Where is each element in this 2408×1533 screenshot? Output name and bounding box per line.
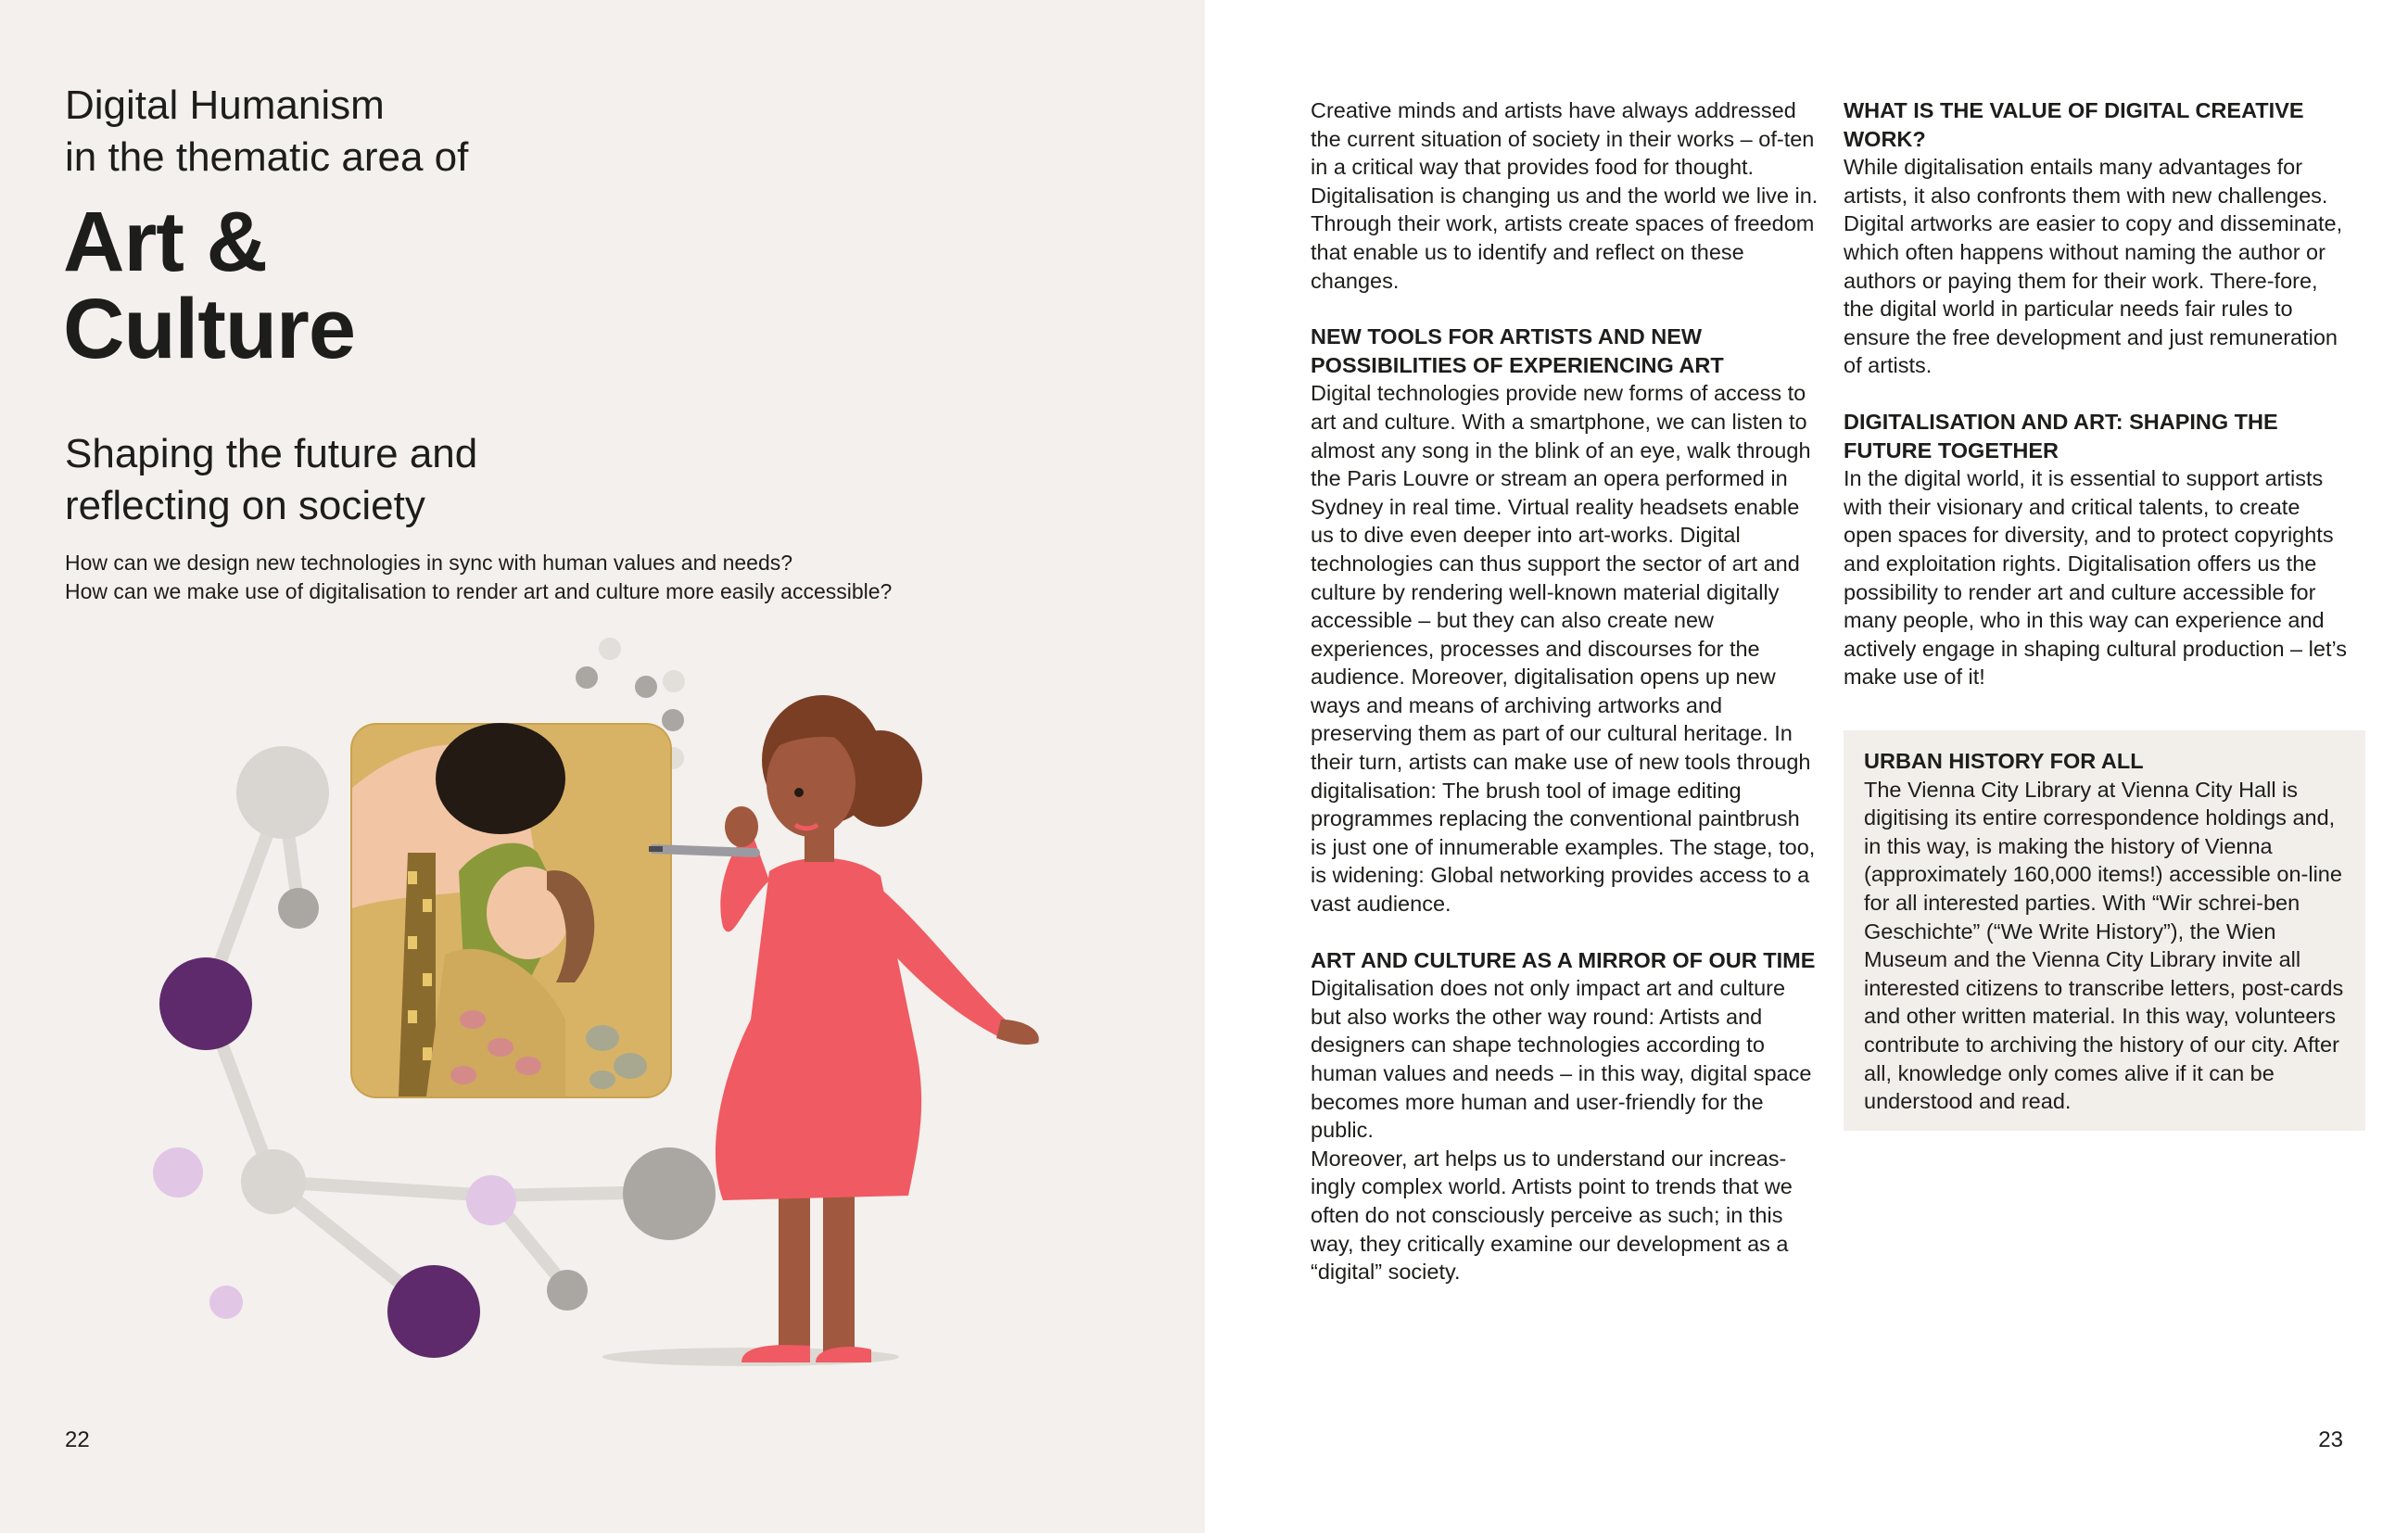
thought-dot [635,676,657,698]
network-node [236,746,329,839]
section-heading: NEW TOOLS FOR ARTISTS AND NEW POSSIBILITIES OF EXPERIENCING ART [1311,324,1724,377]
thought-dot [576,666,598,689]
title-line-1: Art & [63,195,267,289]
network-node [547,1270,588,1311]
question-1: How can we design new technologies in sync with human values and needs? [65,551,793,575]
intro-paragraph: Creative minds and artists have always addressed the current situation of society in their works – of-ten in a critical way that provides food for thought. Digitalisation is changing us and the world we live in. Through their work, artists create spaces of freedom that enable us to identify and reflect on these changes. [1311,98,1819,293]
section-paragraph: Digital technologies provide new forms of access to art and culture. With a smartphone, we can listen to almost any song in the blink of an eye, walk through the Paris Louvre or stream an opera performed in Sydney in real time. Virtual reality headsets enable us to dive even deeper into art-works. Digital technologies can thus support the sector of art and culture by rendering well-known material digitally accessible – but they can also create new experiences, processes and discourses for the audience. Moreover, digitalisation opens up new ways and means of archiving artworks and preserving them as part of our cultural heritage. In their turn, artists can make use of new tools through digitalisation: The brush tool of image editing programmes replacing the conventional paintbrush is just one of innumerable examples. The stage, too, is widening: Global networking provides access to a vast audience. [1311,381,1816,917]
thought-dot [663,670,685,692]
network-node [209,1286,243,1319]
page-title [63,195,355,376]
info-box [1844,730,2365,1131]
section-heading: DIGITALISATION AND ART: SHAPING THE FUTURE TOGETHER [1844,409,2278,462]
kicker [65,80,468,184]
intro-questions [65,549,1038,606]
section-paragraph: While digitalisation entails many advantages for artists, it also confronts them with new challenges. Digital artworks are easier to copy and disseminate, which often happens without naming the author or authors or paying them for their work. There-fore, the digital world in particular needs fair rules to ensure the free development and just remuneration of artists. [1844,155,2343,378]
network-node [153,1147,203,1197]
network-node [466,1175,516,1225]
subtitle-line-2: reflecting on society [65,483,425,528]
section-heading: ART AND CULTURE AS A MIRROR OF OUR TIME [1311,947,1816,972]
section-paragraph: In the digital world, it is essential to support artists with their visionary and critical talents, to create open spaces for diversity, and to protect copyrights and exploitation rights. Digitalisation offers us the possibility to render art and culture accessible for many people, who in this way can experience and actively engage in shaping cultural production – let’s make use of it! [1844,466,2348,690]
woman-figure [649,695,1039,1362]
subtitle-line-1: Shaping the future and [65,431,478,476]
network-node [159,957,252,1050]
info-box-heading: URBAN HISTORY FOR ALL [1864,749,2144,773]
network-node [241,1149,306,1214]
network-node [278,888,319,929]
woman-painting-klimt-kiss-icon [130,630,1057,1372]
section-paragraph: Digitalisation does not only impact art and culture but also works the other way round: Artists and designers can shape technologies according to human values and needs – in this way, digital space becomes more human and user-friendly for the public. [1311,976,1812,1143]
question-2: How can we make use of digitalisation to render art and culture more easily accessible? [65,579,893,603]
kicker-line-2: in the thematic area of [65,134,469,180]
page-number-right: 23 [2318,1427,2343,1452]
text-column-1 [1311,96,1820,1286]
title-line-2: Culture [63,282,355,376]
network-node [387,1265,480,1358]
text-column-2 [1844,96,2353,691]
kicker-line-1: Digital Humanism [65,82,385,128]
subtitle [65,428,477,532]
network-node [623,1147,716,1240]
section-heading: WHAT IS THE VALUE OF DIGITAL CREATIVE WORK? [1844,98,2304,151]
info-box-text: The Vienna City Library at Vienna City Hall is digitising its entire correspondence holdings and, in this way, is making the history of Vienna (approximately 160,000 items!) accessible on-line for all interested parties. With “Wir schrei-ben Geschichte” (“We Write History”), the Wien Museum and the Vienna City Library invite all interested citizens to transcribe letters, post-cards and other written material. In this way, volunteers contribute to archiving the history of our city. After all, knowledge only comes alive if it can be understood and read. [1864,777,2344,1114]
page-number-left: 22 [65,1427,90,1452]
klimt-painting [350,723,672,1098]
thought-dot [662,709,684,731]
section-paragraph: Moreover, art helps us to understand our increas-ingly complex world. Artists point to trends that we often do not consciously perceive as such; in this way, they critically examine our development as a “digital” society. [1311,1146,1793,1285]
thought-dot [599,638,621,660]
